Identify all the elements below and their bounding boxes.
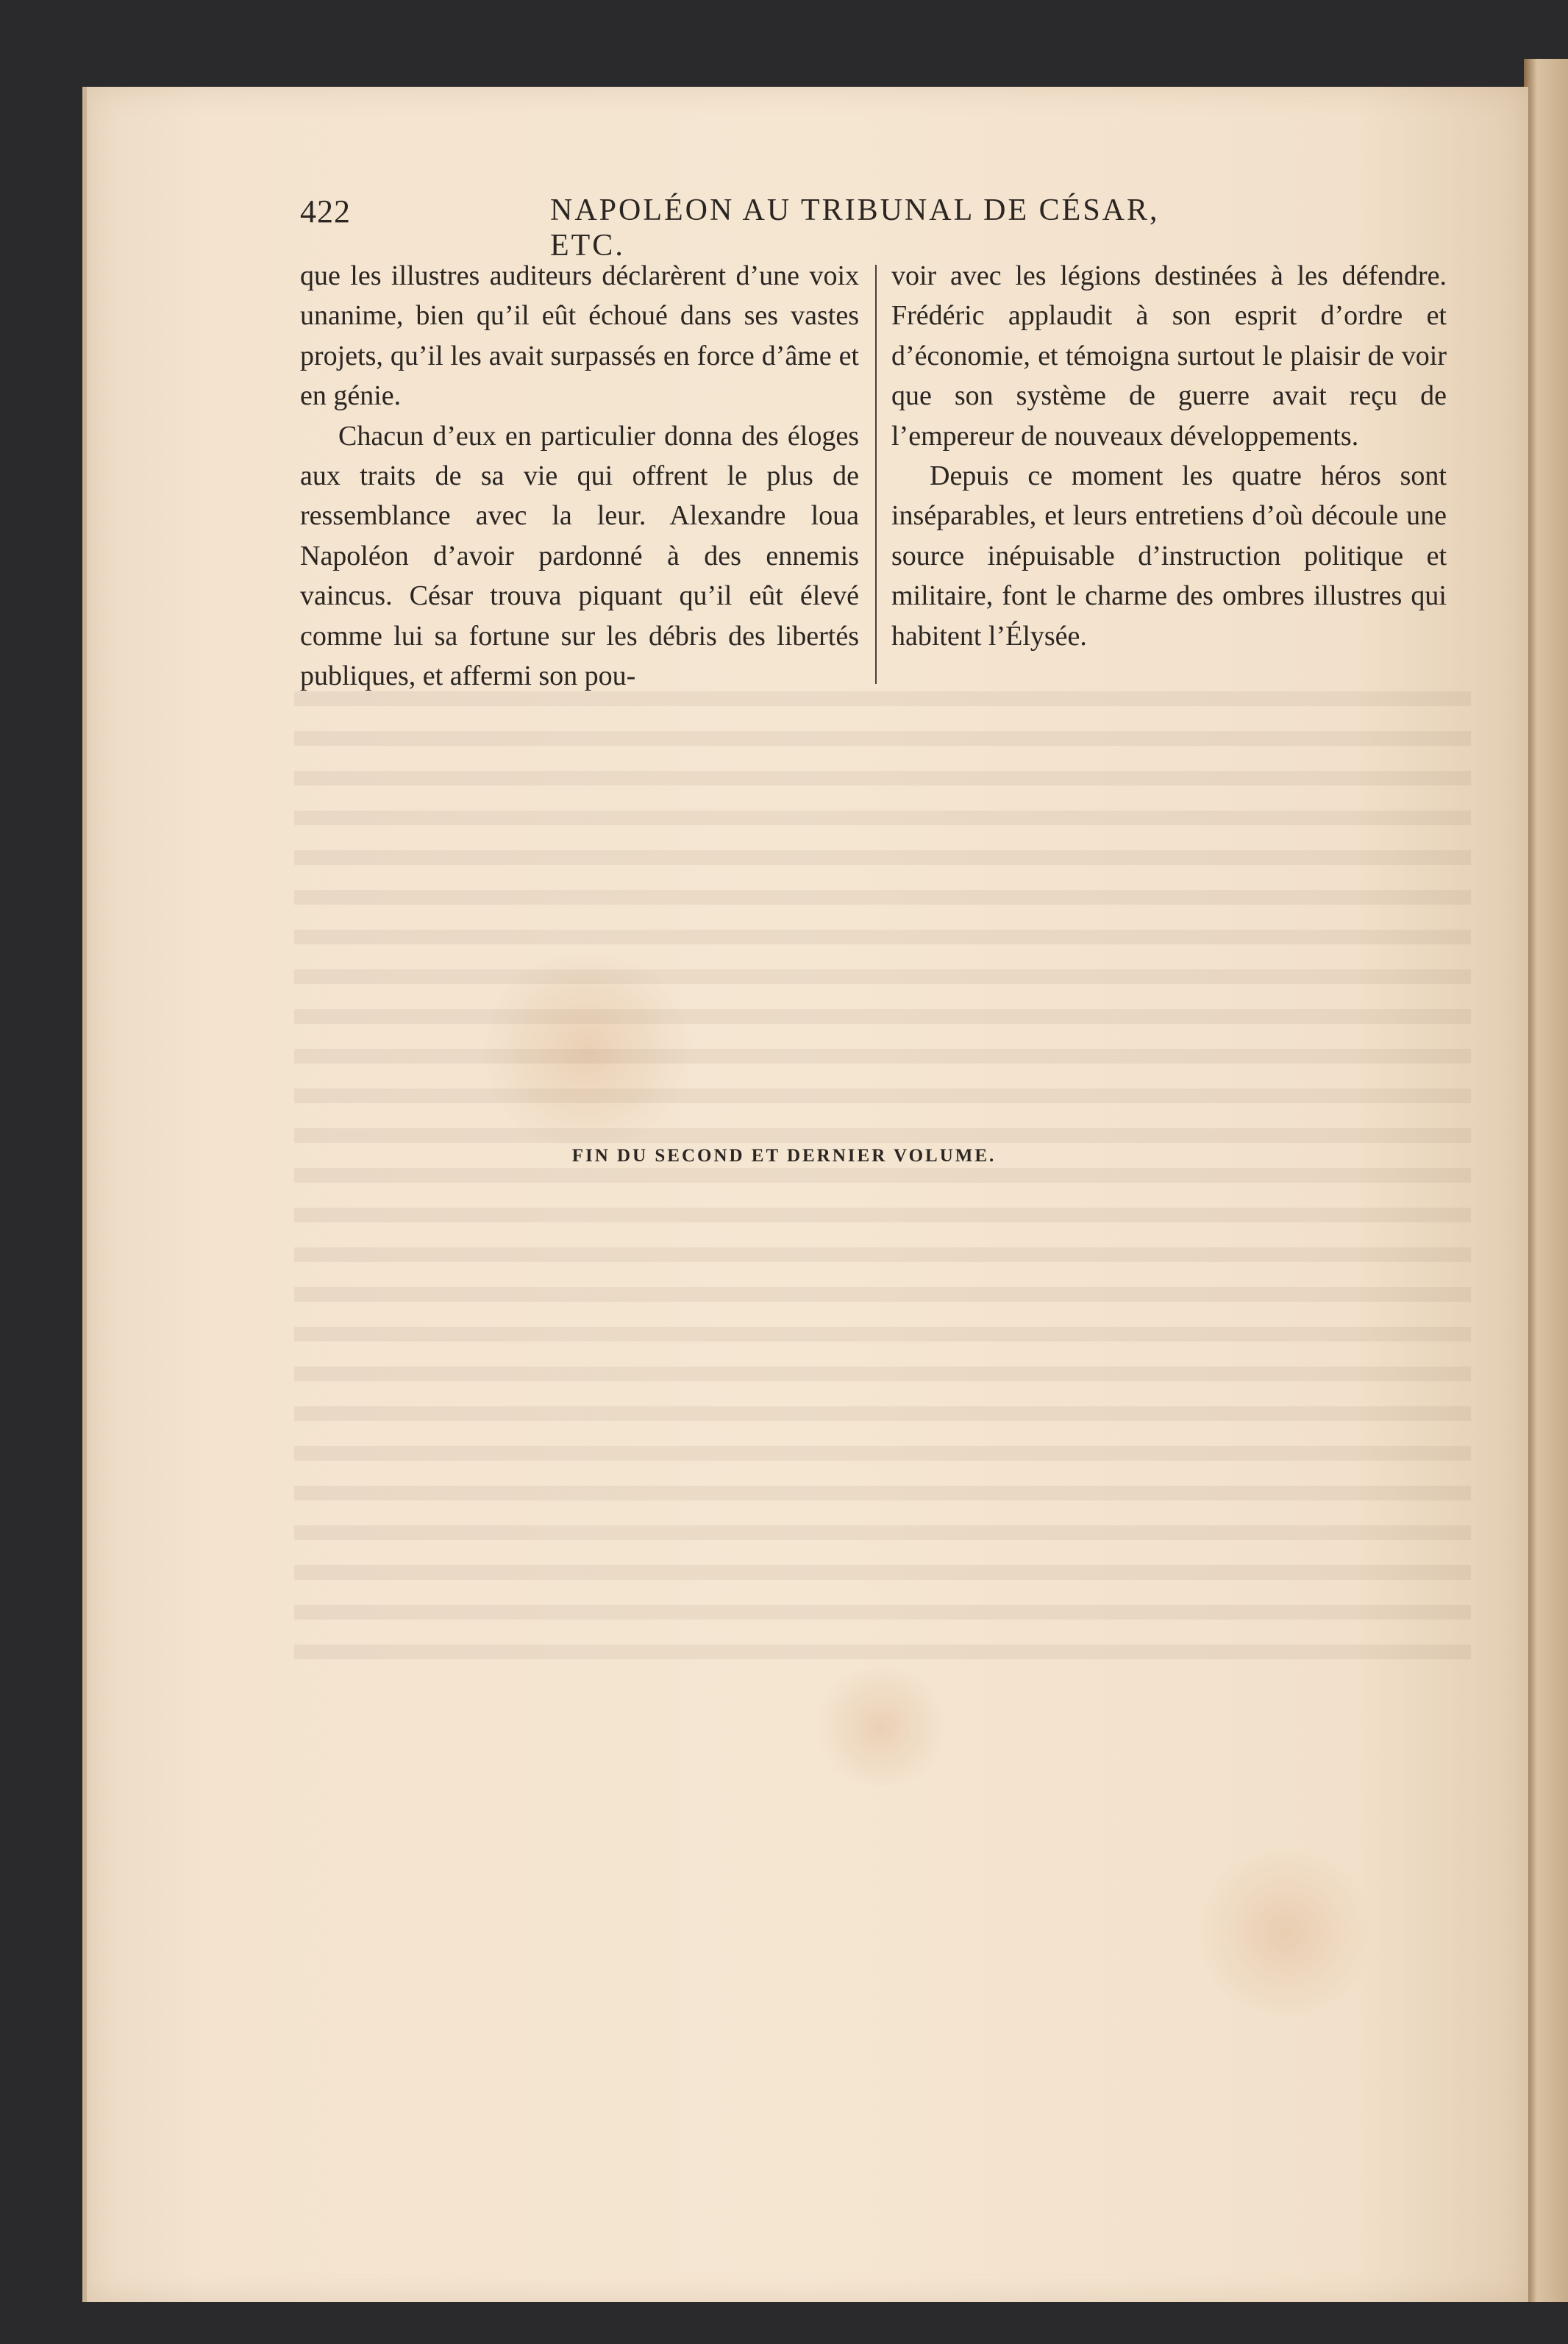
end-of-volume-note: FIN DU SECOND ET DERNIER VOLUME. (571, 1146, 997, 1166)
left-column (300, 256, 859, 696)
column-divider (875, 265, 877, 684)
adjacent-page-edge (1524, 59, 1568, 2302)
left-paragraph-1: que les illustres auditeurs déclarèrent d’une voix unanime, bien qu’il eût échoué dans ses vastes projets, qu’il les avait surpassés en force d’âme et en génie. (300, 260, 859, 412)
left-paragraph-2: Chacun d’eux en particulier donna des éloges aux traits de sa vie qui offrent le plus de ressemblance avec la leur. Alexandre loua Napoléon d’avoir pardonné à des ennemis vaincus. César trouva piquant qu’il eût élevé comme lui sa fortune sur les débris des libertés publiques, et affermi son pou- (300, 420, 859, 692)
paper-stain (808, 1668, 955, 1786)
show-through-text (294, 691, 1471, 1662)
page-header (300, 193, 1208, 263)
paper-stain (1190, 1852, 1381, 2014)
right-column (891, 256, 1447, 656)
running-title: NAPOLÉON AU TRIBUNAL DE CÉSAR, ETC. (550, 193, 1160, 263)
right-paragraph-1: voir avec les légions destinées à les défendre. Frédéric applaudit à son esprit d’ordre et d’économie, et témoigna surtout le plaisir de voir que son système de guerre avait reçu de l’empereur de nouveaux développements. (891, 260, 1447, 452)
right-paragraph-2: Depuis ce moment les quatre héros sont inséparables, et leurs entretiens d’où découle une source inépuisable d’instruction politique et militaire, font le charme des ombres illustres qui habitent l’Élysée. (891, 460, 1447, 652)
page-number: 422 (300, 193, 351, 229)
